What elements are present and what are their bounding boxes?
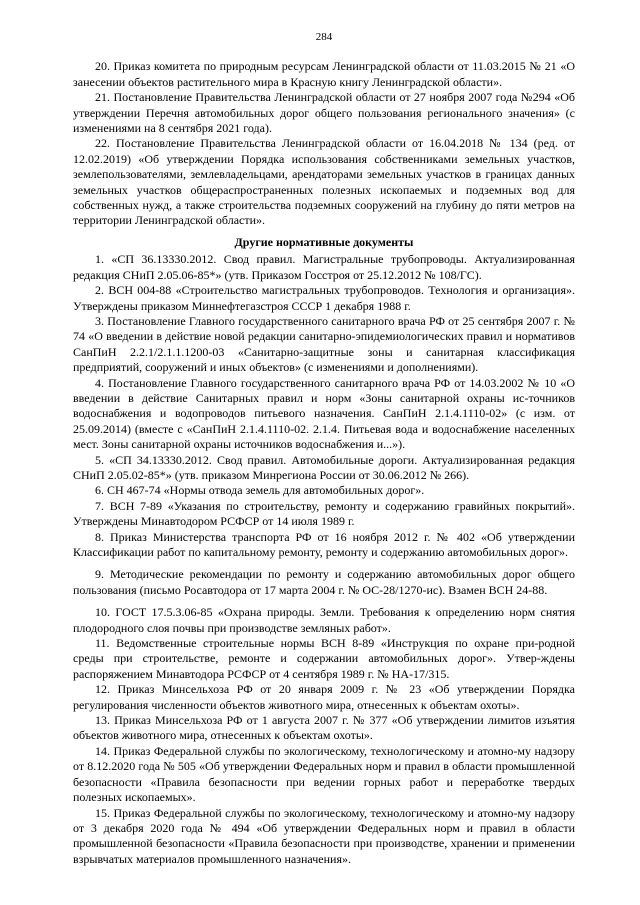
list-item-7: 7. ВСН 7-89 «Указания по строительству, ремонту и содержанию гравийных покрытий». Утверждены Минавтодором РСФСР от 14 июля 1989 г. [73, 498, 575, 529]
page-number: 284 [315, 31, 333, 43]
list-item-11: 11. Ведомственные строительные нормы ВСН 8-89 «Инструкция по охране при-родной среды при строительстве, ремонте и содержании автомобильных дорог». Утвер-ждены распоряжением Минавтодора РСФСР от 4 сентября 1989 г. № НА-17/315. [73, 636, 575, 681]
list-item-1: 1. «СП 36.13330.2012. Свод правил. Магистральные трубопроводы. Актуализированная редакция СНиП 2.05.06-85*» (утв. Приказом Госстроя от 25.12.2012 № 108/ГС). [73, 252, 575, 282]
list-item-4: 4. Постановление Главного государственного санитарного врача РФ от 14.03.2002 № 10 «О введении в действие Санитарных правил и норм «Зоны санитарной охраны ис-точников водоснабжения и водопроводов питьевого назначения. СанПиН 2.1.4.1110-02» (с изм. от 25.09.2014) (вместе с «СанПиН 2.1.4.1110-02. 2.1.4. Питьевая вода и водоснабжение населенных мест. Зоны санитарной охраны источников водоснабжения и...»). [73, 375, 575, 452]
list-item-top-21: 21. Постановление Правительства Ленинградской области от 27 ноября 2007 года №294 «Об утверждении Перечня автомобильных дорог общего пользования регионального значения» (с изменениями на 8 сентября 2021 года). [73, 90, 575, 136]
list-item-10: 10. ГОСТ 17.5.3.06-85 «Охрана природы. Земли. Требования к определению норм снятия плодородного слоя почвы при производстве земляных работ». [73, 605, 575, 635]
list-item-12: 12. Приказ Минсельхоза РФ от 20 января 2009 г. № 23 «Об утверждении Порядка регулирования численности объектов животного мира, отнесенных к объектам охоты». [73, 682, 575, 712]
list-item-top-20: 20. Приказ комитета по природным ресурсам Ленинградской области от 11.03.2015 № 21 «О занесении объектов растительного мира в Красную книгу Ленинградской области». [73, 59, 575, 89]
list-item-3: 3. Постановление Главного государственного санитарного врача РФ от 25 сентября 2007 г. № 74 «О введении в действие новой редакции санитарно-эпидемиологических правил и нормативов СанПиН 2.2.1/2.1.1.1200-03 «Санитарно-защитные зоны и санитарная классификация предприятий, сооружений и иных объектов» (с изменениями и дополнениями). [73, 313, 575, 375]
list-item-9: 9. Методические рекомендации по ремонту и содержанию автомобильных дорог общего пользования (письмо Росавтодора от 17 марта 2004 г. № ОС-28/1270-ис). Взамен ВСН 24-88. [73, 567, 575, 597]
section-title: Другие нормативные документы [234, 234, 414, 249]
list-item-15: 15. Приказ Федеральной службы по экологическому, технологическому и атомно-му надзору от 3 декабря 2020 года № 494 «Об утверждении Федеральных норм и правил в области промышленной безопасности «Правила безопасности при производстве, хранении и применении взрывчатых материалов промышленного назначения». [73, 805, 575, 866]
list-item-8: 8. Приказ Министерства транспорта РФ от 16 ноября 2012 г. № 402 «Об утверждении Классификации работ по капитальному ремонту, ремонту и содержанию автомобильных дорог». [73, 529, 575, 559]
list-item-top-22: 22. Постановление Правительства Ленинградской области от 16.04.2018 № 134 (ред. от 12.02.2019) «Об утверждении Порядка использования собственниками земельных участков, землепользователями, землевладельцами, арендаторами земельных участков в границах данных земельных участков общераспространенных полезных ископаемых и подземных вод для собственных нужд, а также строительства подземных сооружений на глубину до пяти метров на территории Ленинградской области». [73, 136, 575, 228]
list-item-6: 6. СН 467-74 «Нормы отвода земель для автомобильных дорог». [95, 483, 425, 498]
list-item-5: 5. «СП 34.13330.2012. Свод правил. Автомобильные дороги. Актуализированная редакция СНиП 2.05.02-85*» (утв. приказом Минрегиона России от 30.06.2012 № 266). [73, 452, 575, 482]
list-item-2: 2. ВСН 004-88 «Строительство магистральных трубопроводов. Технология и организация». Утверждены приказом Миннефтегазстроя СССР 1 декабря 1988 г. [73, 283, 575, 313]
list-item-13: 13. Приказ Минсельхоза РФ от 1 августа 2007 г. № 377 «Об утверждении лимитов изъятия объектов животного мира, отнесенных к объектам охоты». [73, 713, 575, 743]
list-item-14: 14. Приказ Федеральной службы по экологическому, технологическому и атомно-му надзору от 8.12.2020 года № 505 «Об утверждении Федеральных норм и правил в области промышленной безопасности «Правила безопасности при ведении горных работ и переработке твердых полезных ископаемых». [73, 743, 575, 805]
